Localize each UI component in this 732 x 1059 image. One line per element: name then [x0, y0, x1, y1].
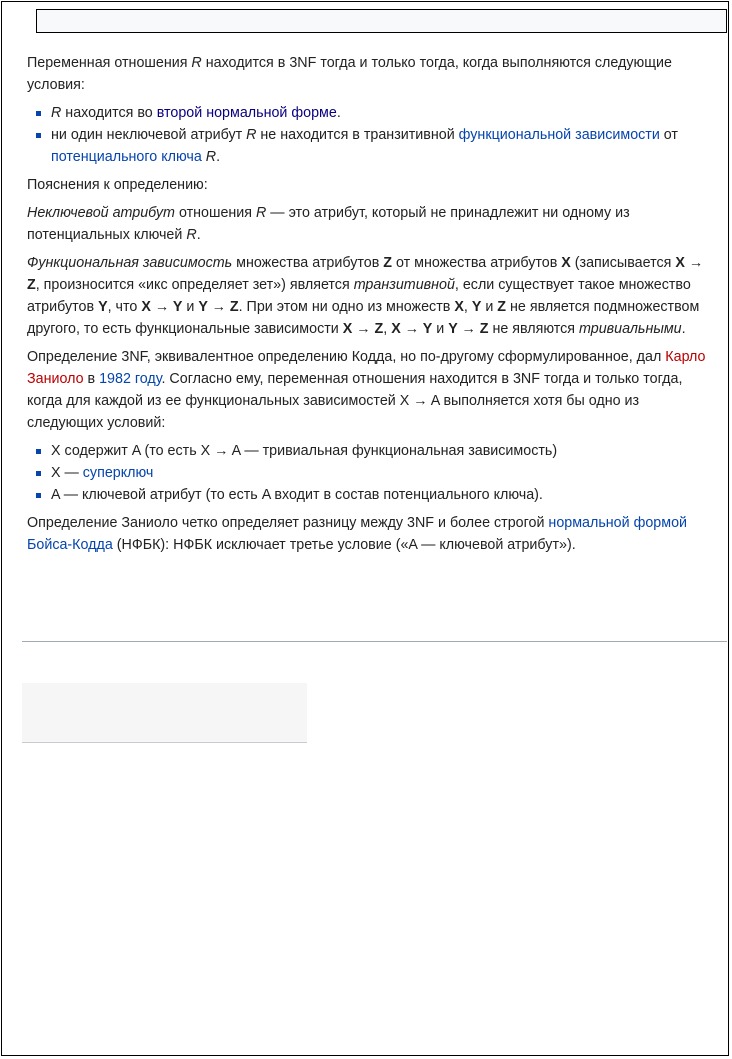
text: X —: [51, 465, 83, 481]
text: от множества атрибутов: [392, 255, 562, 271]
term-trivial: тривиальными: [579, 321, 682, 337]
var-z: Z: [383, 255, 392, 271]
formula: X → Z: [342, 321, 384, 337]
text: ,: [463, 299, 472, 315]
text: не является подмножеством другого, то есть функциональные зависимости: [27, 299, 700, 337]
text: (НФБК): НФБК исключает третье условие («A — ключевой атрибут»).: [112, 537, 576, 553]
var-y: Y: [471, 299, 482, 315]
var-x: X: [454, 299, 464, 315]
text: .: [216, 149, 221, 165]
link-2nf[interactable]: второй нормальной форме: [156, 105, 337, 121]
zaniolo-conditions-list: [27, 440, 717, 506]
term-functional-dependency: Функциональная зависимость: [27, 255, 233, 271]
var-r: R: [186, 227, 197, 243]
text: .: [681, 321, 686, 337]
text: и: [182, 299, 199, 315]
text: Переменная отношения: [27, 55, 192, 71]
text: ни один неключевой атрибут: [51, 127, 247, 143]
link-candidate-key[interactable]: потенциального ключа: [51, 149, 202, 165]
text: Определение 3NF, эквивалентное определению Кодда, но по-другому сформулированное, дал: [27, 349, 666, 365]
var-r: R: [205, 149, 217, 165]
var-y: Y: [98, 299, 108, 315]
formula: X → Y: [391, 321, 433, 337]
var-r: R: [256, 205, 267, 221]
term-nonkey-attribute: Неключевой атрибут: [27, 205, 175, 221]
text: .: [336, 105, 341, 121]
text: находится во: [61, 105, 157, 121]
text: — это атрибут, который не принадлежит ни одному из потенциальных ключей: [27, 205, 630, 243]
link-superkey[interactable]: суперключ: [82, 465, 154, 481]
link-bcnf[interactable]: нормальной формой Бойса-Кодда: [27, 515, 688, 553]
top-bar: [36, 9, 727, 33]
conditions-list: [27, 102, 717, 168]
text: , если существует такое множество атрибутов: [27, 277, 691, 315]
list-item: [51, 102, 717, 124]
text: от: [659, 127, 678, 143]
var-r: R: [191, 55, 202, 71]
link-carlo-zaniolo[interactable]: Карло Заниоло: [27, 349, 706, 387]
var-r: R: [51, 105, 62, 121]
list-item: [51, 462, 717, 484]
text: . Согласно ему, переменная отношения находится в 3NF тогда и только тогда, когда для каждой из ее функциональных зависимостей X → A выполняется хотя бы одно из следующих условий:: [27, 371, 683, 431]
text: множества атрибутов: [232, 255, 384, 271]
text: ,: [383, 321, 392, 337]
list-item: A — ключевой атрибут (то есть A входит в состав потенциального ключа).: [51, 484, 717, 506]
text: Определение Заниоло четко определяет разницу между 3NF и более строгой: [27, 515, 549, 531]
text: , произносится «икс определяет зет») является: [35, 277, 354, 293]
formula: X → Z: [27, 255, 704, 293]
list-item: X содержит A (то есть X → A — тривиальная функциональная зависимость): [51, 440, 717, 462]
paragraph-definition: [27, 52, 717, 96]
var-x: X: [561, 255, 571, 271]
text: не находится в транзитивной: [256, 127, 459, 143]
text: находится в 3NF тогда и только тогда, когда выполняются следующие условия:: [27, 55, 672, 93]
text: , что: [107, 299, 142, 315]
section-divider: [22, 641, 727, 642]
link-1982[interactable]: 1982 году: [99, 371, 162, 387]
paragraph-functional-dependency: [27, 252, 717, 340]
paragraph-zaniolo: [27, 346, 717, 434]
text: и: [481, 299, 498, 315]
text: и: [432, 321, 449, 337]
paragraph-bcnf: [27, 512, 717, 556]
gray-box: [22, 683, 307, 743]
link-functional-dependency[interactable]: функциональной зависимости: [458, 127, 660, 143]
text: (записывается: [570, 255, 676, 271]
var-r: R: [246, 127, 257, 143]
term-transitive: транзитивной: [353, 277, 455, 293]
article-content: [27, 52, 717, 562]
formula: Y → Z: [448, 321, 489, 337]
text: отношения: [174, 205, 256, 221]
text: .: [196, 227, 201, 243]
formula: X → Y: [141, 299, 183, 315]
paragraph-explanations: Пояснения к определению:: [27, 177, 208, 193]
var-z: Z: [497, 299, 507, 315]
text: не являются: [488, 321, 580, 337]
text: . При этом ни одно из множеств: [238, 299, 455, 315]
formula: Y → Z: [198, 299, 239, 315]
paragraph-nonkey: [27, 202, 717, 246]
list-item: [51, 124, 717, 168]
text: в: [83, 371, 100, 387]
